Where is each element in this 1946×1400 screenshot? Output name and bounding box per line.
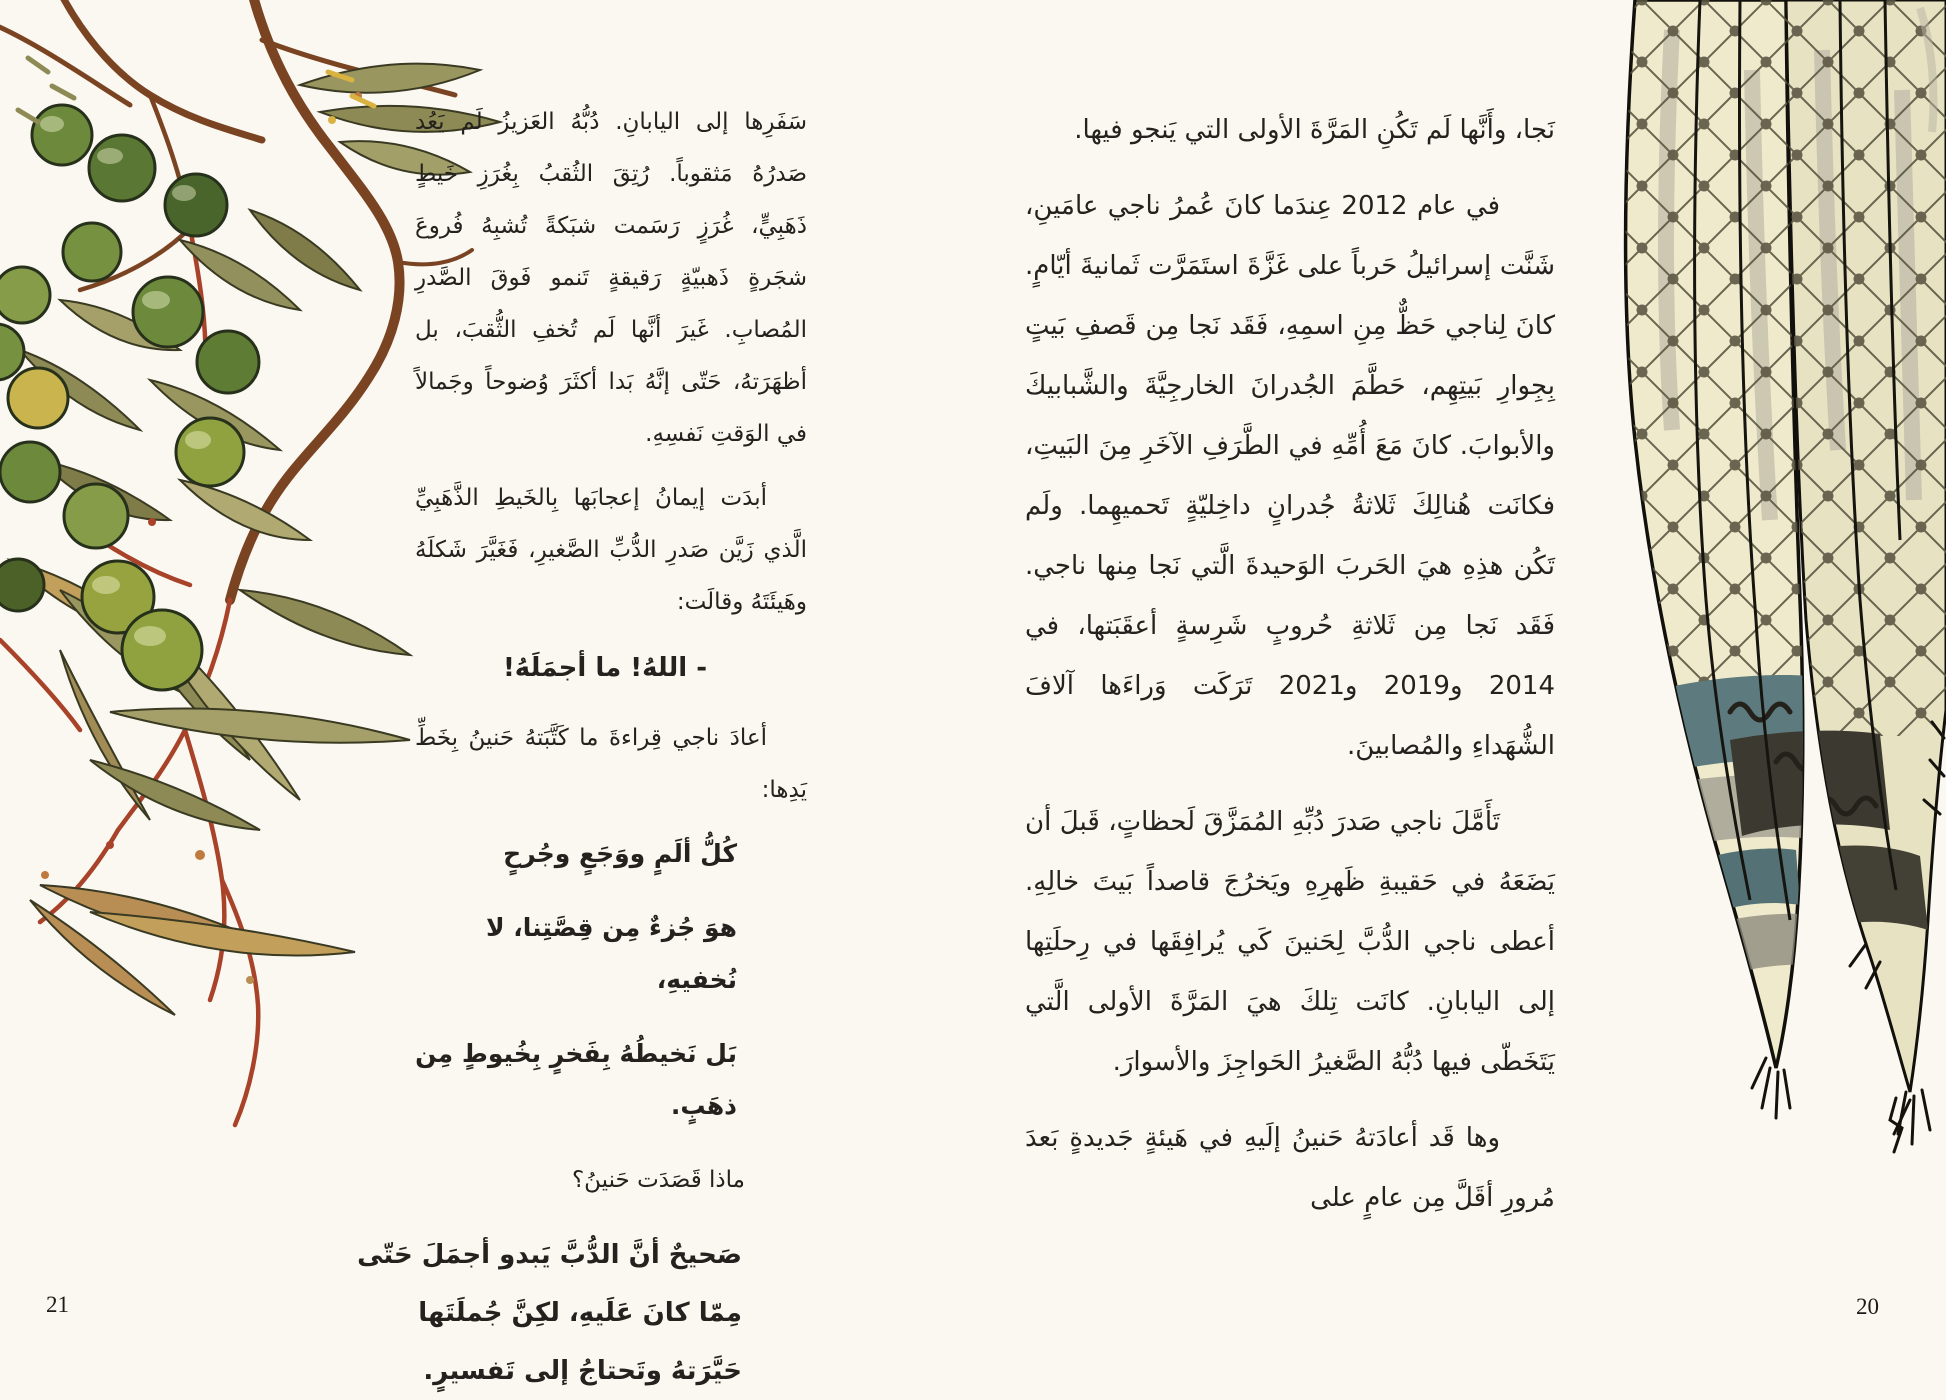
- verse-line: بَل نَخيطُهُ بِفَخرٍ بِخُيوطٍ مِن ذهَبٍ.: [415, 1039, 737, 1120]
- verse-line: كُلُّ ألَمٍ ووَجَعٍ وجُرحٍ: [503, 839, 737, 868]
- dialogue-exclamation: - اللهُ! ما أجمَلَهُ!: [502, 653, 707, 683]
- paragraph: في عام 2012 عِندَما كانَ عُمرُ ناجي عامَينِ، شَنَّت إسرائيلُ حَرباً على غَزَّةَ استَمَرَّت ثَمانيةَ أيّامٍ. كانَ لِناجي حَظٌّ مِنِ اسمِهِ، فَقَد نَجا مِن قَصفِ بَيتٍ بِجِوارِ بَيتِهِم، حَطَّمَ الجُدرانَ الخارجِيَّةَ والشَّبابيكَ والأبوابَ. كانَ مَعَ أُمِّهِ في الطَّرَفِ الآخَرِ مِنَ البَيتِ، فكانَت هُنالِكَ ثَلاثةُ جُدرانٍ داخِليّةٍ تَحميهِما. ولَم تَكُن هذِهِ هيَ الحَربَ الوَحيدةَ الَّتي نَجا مِنها ناجي. فَقَد نَجا مِن ثَلاثةِ حُروبٍ شَرِسةٍ أعقَبَتها، في 2014 و2019 و2021 تَرَكَت وَراءَها آلافَ الشُّهَداءِ والمُصابينَ.: [1025, 191, 1555, 761]
- paragraph: أبدَت إيمانُ إعجابَها بِالخَيطِ الذَّهَبِيِّ الَّذي زَيَّن صَدرِ الدُّبِّ الصَّغيرِ، فَغَيَّرَ شَكلَهُ وهَيئَتَهُ وقالَت:: [415, 485, 807, 615]
- question-line: ماذا قَصَدَت حَنينُ؟: [571, 1167, 745, 1193]
- page-number-right: 20: [1856, 1294, 1879, 1319]
- paragraph: أعادَ ناجي قِراءةَ ما كَتَّبَتهُ حَنينُ بِخَطِّ يَدِها:: [415, 725, 807, 803]
- page-20-text-column: [1025, 100, 1555, 1244]
- paragraph: تَأَمَّلَ ناجي صَدرَ دُبِّهِ المُمَزَّقَ لَحظاتٍ، قَبلَ أن يَضَعَهُ في حَقيبةِ ظَهرِهِ ويَخرُجَ قاصداً بَيتَ خالِهِ. أعطى ناجي الدُّبَّ لِحَنينَ كَي يُرافِقَها في رِحلَتِها إلى اليابانِ. كانَت تِلكَ هيَ المَرَّةَ الأولى الَّتي يَتَخَطّى فيها دُبُّهُ الصَّغيرُ الحَواجِزَ والأسوارَ.: [1025, 807, 1555, 1077]
- paragraph: وها قَد أعادَتهُ حَنينُ إلَيهِ في هَيئةٍ جَديدةٍ بَعدَ مُرورِ أقَلَّ مِن عامٍ على: [1025, 1123, 1555, 1213]
- verse-line: هوَ جُزءٌ مِن قِصَّتِنا، لا نُخفيهِ،: [485, 913, 737, 994]
- emphasis-paragraph: صَحيحٌ أنَّ الدُّبَّ يَبدو أجمَلَ حَتّى مِمّا كانَ عَلَيهِ، لكِنَّ جُملَتَها حَيَّرَتهُ وتَحتاجُ إلى تَفسيرٍ.: [357, 1240, 742, 1386]
- page-number-left: 21: [46, 1292, 69, 1317]
- keffiyeh-illustration: [1580, 0, 1946, 1170]
- paragraph-continuation: نَجا، وأَنَّها لَم تَكُنِ المَرَّةَ الأولى التي يَنجو فيها.: [1074, 115, 1555, 145]
- paragraph-continuation: سَفَرِها إلى اليابانِ. دُبُّهُ العَزيزُ لَم يَعُد صَدرُهُ مَثقوباً. رُتِقَ الثُقبُ بِغُرَزِ خَيطٍ ذَهَبِيٍّ، غُرَزٍ رَسَمت شبَكةً تُشبِهُ فُروعَ شجَرةٍ ذَهبيّةٍ رَقيقةٍ تَنمو فَوقَ الصَّدرِ المُصابِ. غَيرَ أنَّها لَم تُخفِ الثُّقبَ، بل أظهَرَتهُ، حَتّى إنَّهُ بَدا أكثَرَ وُضوحاً وجَمالاً في الوَقتِ نَفسِهِ.: [415, 109, 807, 447]
- page-21-text-column: [357, 96, 807, 1400]
